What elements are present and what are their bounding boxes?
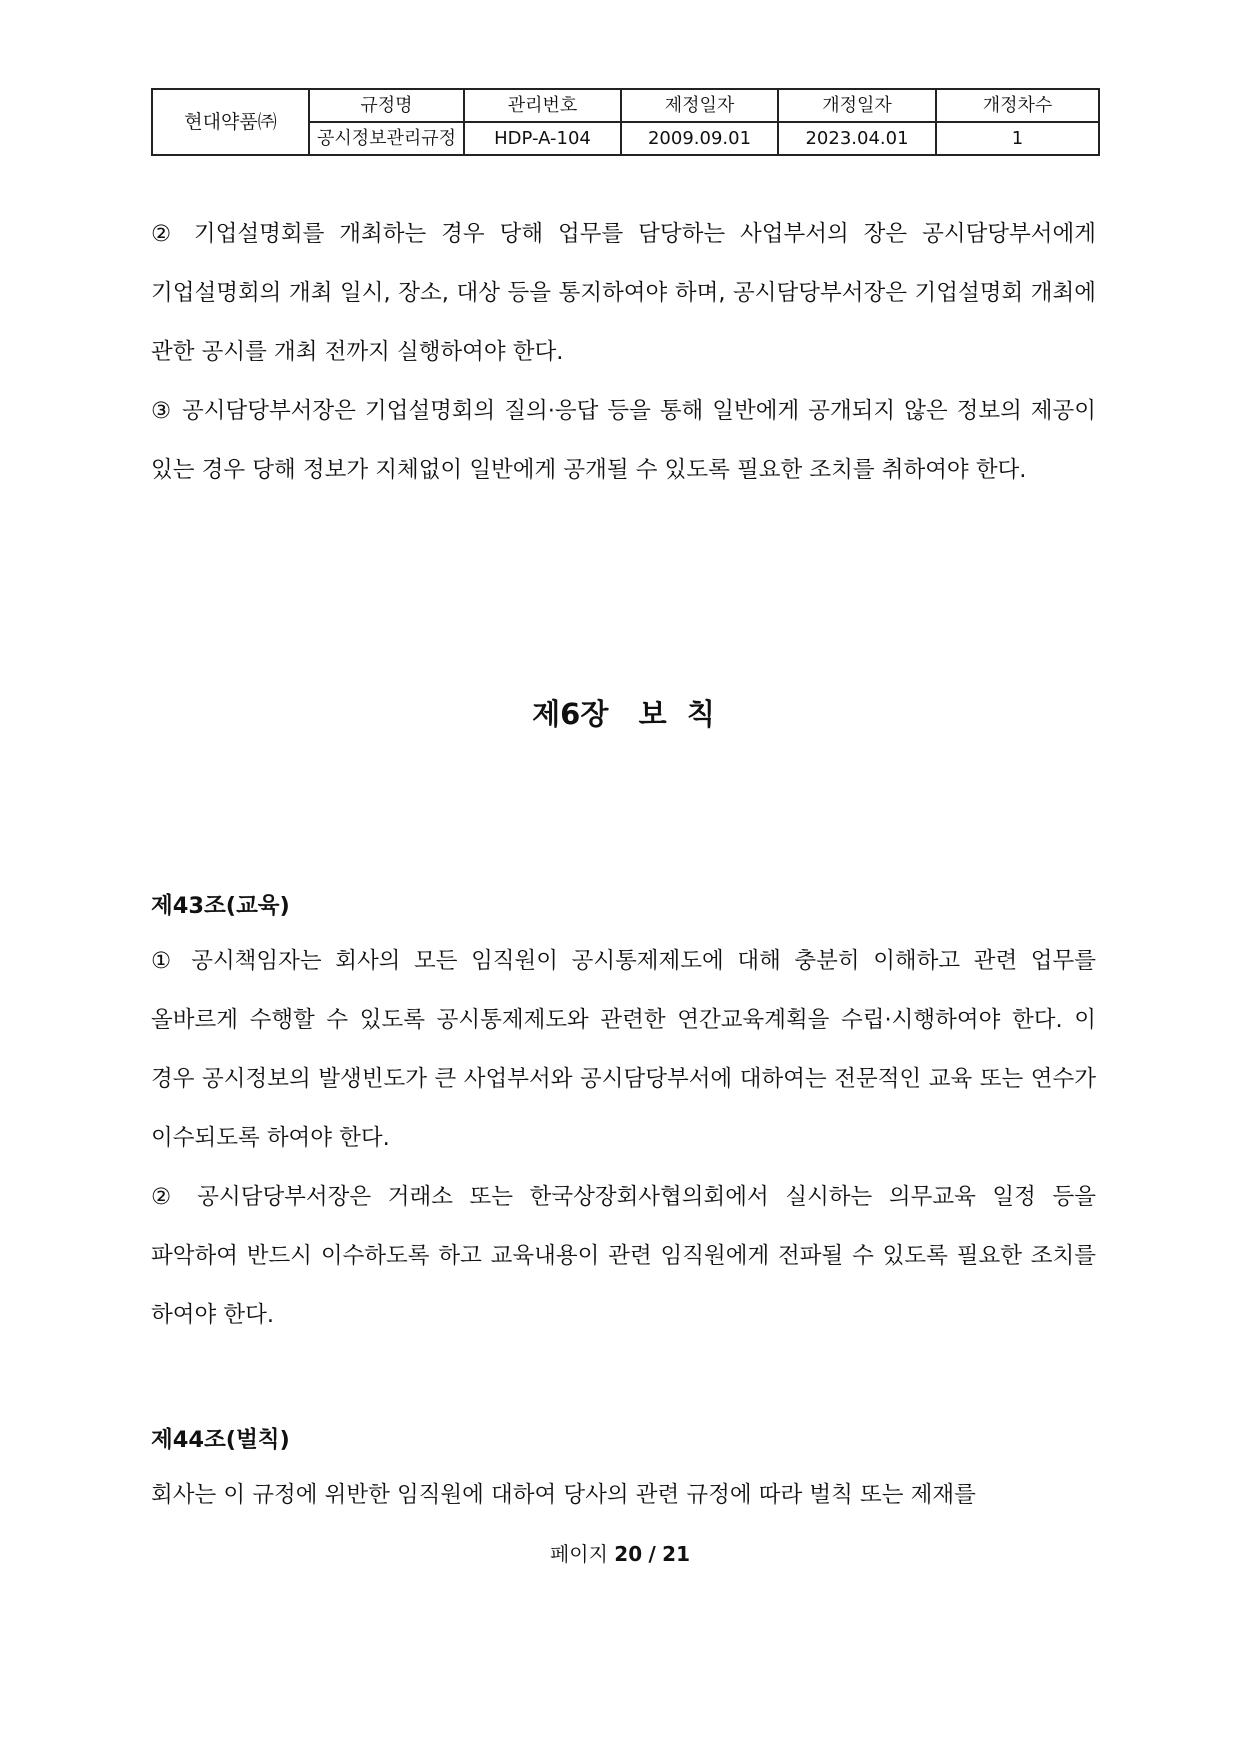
paragraph-2: ② 기업설명회를 개최하는 경우 당해 업무를 담당하는 사업부서의 장은 공시담당부서에게 기업설명회의 개최 일시, 장소, 대상 등을 통지하여야 하며, 공시담당부서장은 기업설명회 개최에 관한 공시를 개최 전까지 실행하여야 한다. (151, 221, 1096, 365)
article-43-paragraph-2: ② 공시담당부서장은 거래소 또는 한국상장회사협의회에서 실시하는 의무교육 일정 등을 파악하여 반드시 이수하도록 하고 교육내용이 관련 임직원에게 전파될 수 있도록 필요한 조치를 하여야 한다. (151, 1184, 1096, 1328)
article-43-paragraph-1: ① 공시책임자는 회사의 모든 임직원이 공시통제제도에 대해 충분히 이해하고 관련 업무를 올바르게 수행할 수 있도록 공시통제제도와 관련한 연간교육계획을 수립·시행하여야 한다. 이 경우 공시정보의 발생빈도가 큰 사업부서와 공시담당부서에 대하여는 전문적인 교육 또는 연수가 이수되도록 하여야 한다. (151, 948, 1096, 1151)
header-label-regulation-name: 규정명 (309, 89, 464, 122)
header-label-enactment-date: 제정일자 (621, 89, 778, 122)
current-page: 20 (614, 1542, 643, 1566)
company-name: 현대약품㈜ (152, 89, 309, 155)
revision-date-value: 2023.04.01 (778, 122, 936, 155)
regulation-name-value: 공시정보관리규정 (309, 122, 464, 155)
article-44-body (151, 1466, 1096, 1525)
header-label-revision-date: 개정일자 (778, 89, 936, 122)
chapter-title: 제6장 보 칙 (532, 697, 715, 731)
header-label-management-number: 관리번호 (464, 89, 621, 122)
document-header-table (151, 88, 1100, 156)
enactment-date-value: 2009.09.01 (621, 122, 778, 155)
article-43-body (151, 932, 1096, 1345)
page-number (0, 1536, 1240, 1572)
article-44-heading: 제44조(벌칙) (151, 1427, 290, 1453)
page-separator: / (648, 1542, 656, 1566)
revision-number-value: 1 (936, 122, 1099, 155)
management-number-value: HDP-A-104 (464, 122, 621, 155)
article-43-heading: 제43조(교육) (151, 893, 290, 919)
article-44-paragraph-1: 회사는 이 규정에 위반한 임직원에 대하여 당사의 관련 규정에 따라 벌칙 또는 제재를 (151, 1482, 976, 1508)
header-row-labels (152, 89, 1099, 122)
paragraph-3: ③ 공시담당부서장은 기업설명회의 질의·응답 등을 통해 일반에게 공개되지 않은 정보의 제공이 있는 경우 당해 정보가 지체없이 일반에게 공개될 수 있도록 필요한 조치를 취하여야 한다. (151, 398, 1096, 483)
page-label: 페이지 (549, 1542, 608, 1566)
header-label-revision-number: 개정차수 (936, 89, 1099, 122)
article-42-continuation (151, 205, 1096, 500)
total-pages: 21 (662, 1542, 691, 1566)
